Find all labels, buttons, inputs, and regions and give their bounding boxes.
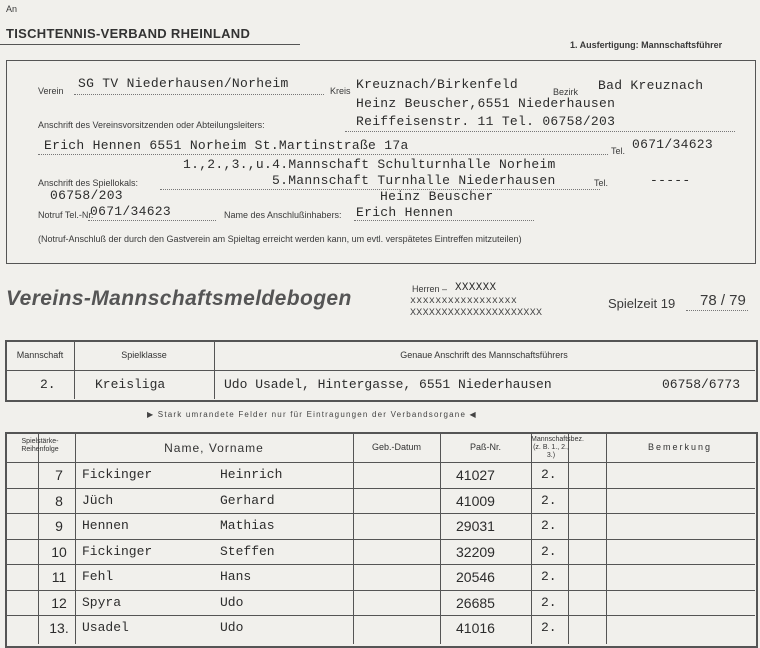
inhaber-label: Name des Anschlußinhabers: — [224, 210, 342, 220]
anschluss-name-top: Heinz Beuscher — [380, 189, 494, 204]
player-lastname: Fehl — [82, 569, 114, 584]
inhaber-line — [354, 220, 534, 221]
player-lastname: Usadel — [82, 620, 129, 635]
player-firstname: Udo — [220, 620, 244, 635]
player-firstname: Heinrich — [220, 467, 283, 482]
anschrift-value: Reiffeisenstr. 11 Tel. 06758/203 — [356, 114, 616, 129]
player-team: 2. — [541, 620, 557, 635]
col-anschrift: Genaue Anschrift des Mannschaftsführers — [400, 350, 568, 360]
spielzeit-value: 78 / 79 — [700, 292, 746, 309]
hdr-name: Name, Vorname — [164, 441, 264, 455]
notice-label: Stark umrandete Felder nur für Eintragungen der Verbandsorgane — [157, 410, 467, 419]
spiellokal-label: Anschrift des Spiellokals: — [38, 178, 139, 188]
player-firstname: Steffen — [220, 543, 275, 559]
notruf-value: 0671/34623 — [90, 204, 172, 219]
player-rank: 12 — [51, 594, 67, 611]
verein-value: SG TV Niederhausen/Norheim — [78, 76, 289, 91]
player-rank: 7 — [55, 467, 63, 483]
row-divider — [6, 513, 755, 514]
spielzeit-line — [686, 310, 748, 311]
player-firstname: Mathias — [220, 518, 275, 533]
notruf-line — [88, 220, 216, 221]
row-divider — [6, 488, 755, 489]
team-mannschaft: 2. — [40, 377, 56, 392]
form-title: Vereins-Mannschaftsmeldebogen — [6, 287, 352, 310]
verein-line — [74, 94, 324, 95]
hdr-pass: Paß-Nr. — [469, 442, 501, 452]
player-lastname: Hennen — [82, 518, 129, 533]
player-firstname: Gerhard — [220, 492, 275, 508]
col-spielklasse: Spielklasse — [121, 350, 167, 360]
player-firstname: Hans — [220, 569, 252, 584]
row-divider — [6, 539, 755, 540]
row-divider — [6, 462, 755, 463]
player-team: 2. — [541, 594, 557, 610]
player-rank: 10 — [51, 543, 67, 560]
team-header-line — [6, 370, 755, 371]
notruf-note: (Notruf-Anschluß der durch den Gastverein am Spieltag erreicht werden kann, um evtl. verspätetes Eintreffen mitzuteilen) — [38, 234, 522, 244]
spielzeit-label: Spielzeit 19 — [608, 296, 676, 311]
kreis-label: Kreis — [330, 86, 351, 96]
second-contact: Erich Hennen 6551 Norheim St.Martinstraße 17a — [44, 138, 409, 153]
spiellokal-line1: 1.,2.,3.,u.4.Mannschaft Schulturnhalle Norheim — [183, 157, 556, 172]
hdr-mannschaftsbez: Mannschaftsbez. (z. B. 1., 2., 3.) — [531, 436, 584, 459]
player-lastname: Fickinger — [82, 543, 153, 559]
team-anschrift: Udo Usadel, Hintergasse, 6551 Niederhausen — [224, 377, 552, 392]
bezirk-label: Bezirk — [553, 87, 579, 97]
spiellokal-tel-label: Tel. — [594, 178, 609, 188]
player-team: 2. — [541, 569, 557, 584]
player-pass-nr: 29031 — [456, 518, 495, 534]
row-divider — [6, 564, 755, 565]
bezirk-value: Bad Kreuznach — [598, 78, 704, 93]
player-pass-nr: 41027 — [456, 467, 495, 483]
struck-line3: XXXXXXXXXXXXXXXXXXXXX — [410, 308, 543, 319]
player-rank: 13. — [49, 620, 69, 636]
team-telefon: 06758/6773 — [662, 377, 741, 392]
player-team: 2. — [541, 543, 557, 559]
col-mannschaft: Mannschaft — [16, 350, 64, 360]
player-pass-nr: 41009 — [456, 492, 495, 509]
player-rank: 9 — [55, 518, 63, 534]
header-underline — [0, 44, 300, 45]
notice-text: ▶ Stark umrandete Felder nur für Eintragungen der Verbandsorgane ◀ — [147, 410, 477, 419]
chair-name: Heinz Beuscher,6551 Niederhausen — [356, 96, 616, 111]
ausfertigung-label: 1. Ausfertigung: Mannschaftsführer — [570, 40, 723, 50]
tel-label: Tel. — [611, 146, 626, 156]
player-lastname: Spyra — [82, 594, 122, 610]
tel-value: 0671/34623 — [632, 137, 714, 152]
player-pass-nr: 41016 — [456, 620, 495, 636]
herren-label: Herren – — [412, 284, 448, 294]
player-firstname: Udo — [220, 594, 244, 610]
verband-title: TISCHTENNIS-VERBAND RHEINLAND — [6, 26, 251, 41]
team-spielklasse: Kreisliga — [95, 377, 166, 392]
verein-label: Verein — [38, 86, 64, 96]
spiellokal-tel-value: ----- — [650, 173, 691, 188]
player-team: 2. — [541, 518, 557, 533]
player-rank: 8 — [55, 492, 63, 509]
row-divider — [6, 590, 755, 591]
hdr-bemerkung: Bemerkung — [647, 442, 713, 452]
contact-line — [38, 154, 608, 155]
player-team: 2. — [541, 492, 557, 508]
inhaber-value: Erich Hennen — [356, 205, 454, 220]
notruf-label: Notruf Tel.-Nr. — [38, 210, 94, 220]
player-pass-nr: 20546 — [456, 569, 495, 585]
kreis-value: Kreuznach/Birkenfeld — [356, 77, 519, 92]
player-pass-nr: 32209 — [456, 543, 495, 560]
player-team: 2. — [541, 467, 557, 482]
anschrift-line — [345, 131, 735, 132]
herren-struck: XXXXXX — [455, 282, 497, 294]
hdr-geb: Geb.-Datum — [371, 442, 422, 452]
player-rank: 11 — [51, 569, 67, 585]
an-label: An — [6, 4, 18, 14]
row-divider — [6, 615, 755, 616]
extra-tel: 06758/203 — [50, 188, 123, 203]
anschrift-label: Anschrift des Vereinsvorsitzenden oder Abteilungsleiters: — [38, 120, 265, 130]
hdr-reihenfolge: Spielstärke-Reihenfolge — [21, 438, 59, 453]
spiellokal-line2: 5.Mannschaft Turnhalle Niederhausen — [272, 173, 556, 188]
player-lastname: Fickinger — [82, 467, 153, 482]
player-pass-nr: 26685 — [456, 594, 495, 611]
player-lastname: Jüch — [82, 492, 114, 508]
struck-line2: xxxxxxxxxxxxxxxxx — [410, 296, 518, 307]
